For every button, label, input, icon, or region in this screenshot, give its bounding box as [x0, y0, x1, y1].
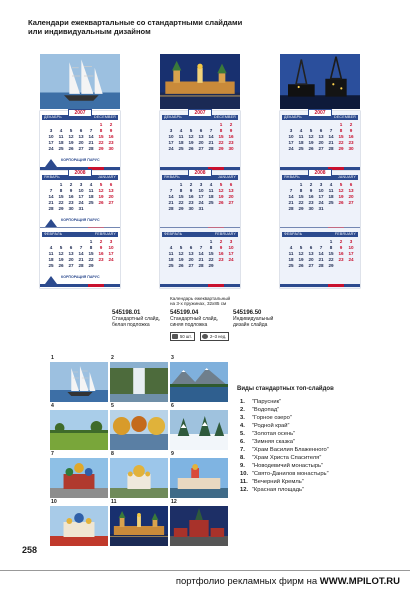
slide-number: 7 — [51, 451, 54, 457]
slide-list-item: 5. “Золотая осень” — [240, 431, 296, 437]
calendar-month-block — [40, 111, 120, 171]
year-label: 2007 — [188, 109, 212, 117]
month-days-grid: 1 2 3 4 5 6 7 8 9 10 11 12 13 14 15 16 17 18 19 20 21 22 23 24 25 26 27 28 29 30 — [288, 122, 354, 151]
month-header-bar — [162, 232, 238, 237]
month-header-bar — [282, 232, 358, 237]
slide-thumbnail-7 — [50, 458, 108, 498]
slide-list-item: 3. “Горное озеро” — [240, 415, 292, 421]
slide-thumbnail-8 — [110, 458, 168, 498]
slide-number: 3 — [171, 355, 174, 361]
month-name-en: JANUARY — [97, 175, 116, 179]
month-name-ru: ФЕВРАЛЬ — [284, 232, 303, 236]
slide-number: 2 — [111, 355, 114, 361]
month-name-en: DECEMBER — [214, 115, 236, 119]
box-icon — [172, 334, 178, 339]
quantity-badge: 50 шт. — [170, 332, 195, 341]
month-name-en: JANUARY — [217, 175, 236, 179]
calendar-month-block — [280, 171, 360, 231]
slide-list-item: 9. “Новодевичий монастырь” — [240, 463, 324, 469]
month-name-ru: ЯНВАРЬ — [284, 175, 300, 179]
slide-thumbnail-3 — [170, 362, 228, 402]
slide-thumbnail-5 — [110, 410, 168, 450]
slides-list — [240, 398, 329, 494]
calendar-top-slide — [280, 54, 360, 109]
decorative-stripe — [40, 284, 120, 287]
slide-number: 6 — [171, 403, 174, 409]
footer: портфолио рекламных фирм на WWW.MPILOT.RU — [175, 576, 400, 587]
month-days-grid: 1 2 3 4 5 6 7 8 9 10 11 12 13 14 15 16 17 18 19 20 21 22 23 24 25 26 27 28 29 30 31 — [288, 182, 354, 211]
slide-list-item: 8. “Храм Христа Спасителя” — [240, 455, 322, 461]
slide-thumbnail-2 — [110, 362, 168, 402]
month-days-grid: 1 2 3 4 5 6 7 8 9 10 11 12 13 14 15 16 17 18 19 20 21 22 23 24 25 26 27 28 29 — [288, 239, 354, 268]
slide-thumbnail-9 — [170, 458, 228, 498]
month-days-grid: 1 2 3 4 5 6 7 8 9 10 11 12 13 14 15 16 17 18 19 20 21 22 23 24 25 26 27 28 29 — [48, 239, 114, 268]
slide-list-item: 7. “Храм Василия Блаженного” — [240, 447, 329, 453]
month-name-en: DECEMBER — [94, 115, 116, 119]
slide-list-item: 1. “Парусник” — [240, 399, 282, 405]
company-logo: КОРПОРАЦИЯ ПАРУС — [44, 215, 116, 226]
company-logo: КОРПОРАЦИЯ ПАРУС — [44, 155, 116, 166]
month-name-ru: ДЕКАБРЬ — [284, 115, 302, 119]
year-label: 2007 — [308, 109, 332, 117]
page-heading: Календари ежеквартальные со стандартными слайдами или индивидуальным дизайном — [28, 18, 243, 36]
calendar-545198.01 — [40, 54, 120, 306]
clock-icon — [202, 334, 208, 339]
slide-number: 11 — [111, 499, 117, 505]
slide-thumbnail-6 — [170, 410, 228, 450]
slide-thumbnail-1 — [50, 362, 108, 402]
decorative-stripe — [280, 284, 360, 287]
month-name-ru: ДЕКАБРЬ — [164, 115, 182, 119]
slide-thumbnail-10 — [50, 506, 108, 546]
year-label: 2007 — [68, 109, 92, 117]
calendar-top-slide — [160, 54, 240, 109]
slide-thumbnail-12 — [170, 506, 228, 546]
company-logo: КОРПОРАЦИЯ ПАРУС — [44, 272, 116, 283]
month-name-ru: ФЕВРАЛЬ — [44, 232, 63, 236]
month-name-ru: ДЕКАБРЬ — [44, 115, 62, 119]
month-name-ru: ЯНВАРЬ — [44, 175, 60, 179]
slide-list-item: 2. “Водопад” — [240, 407, 280, 413]
slide-number: 10 — [51, 499, 57, 505]
footer-divider — [0, 570, 410, 571]
month-name-ru: ЯНВАРЬ — [164, 175, 180, 179]
slide-number: 9 — [171, 451, 174, 457]
month-name-ru: ФЕВРАЛЬ — [164, 232, 183, 236]
page-number: 258 — [22, 545, 38, 555]
month-days-grid: 1 2 3 4 5 6 7 8 9 10 11 12 13 14 15 16 17 18 19 20 21 22 23 24 25 26 27 28 29 30 31 — [168, 182, 234, 211]
slide-list-item: 11. “Вечерний Кремль” — [240, 479, 304, 485]
month-name-en: FEBRUARY — [214, 232, 236, 236]
slide-number: 5 — [111, 403, 114, 409]
month-name-en: FEBRUARY — [334, 232, 356, 236]
calendar-month-block — [280, 111, 360, 171]
slide-thumbnail-11 — [110, 506, 168, 546]
year-label: 2008 — [188, 169, 212, 177]
lead-time-badge: 2–3 нед. — [200, 332, 229, 341]
calendar-top-slide — [40, 54, 120, 109]
month-days-grid: 1 2 3 4 5 6 7 8 9 10 11 12 13 14 15 16 17 18 19 20 21 22 23 24 25 26 27 28 29 — [168, 239, 234, 268]
slide-list-item: 10. “Свято-Данилов монастырь” — [240, 471, 329, 477]
month-name-en: DECEMBER — [334, 115, 356, 119]
year-label: 2008 — [308, 169, 332, 177]
month-header-bar — [42, 232, 118, 237]
slide-list-item: 4. “Родной край” — [240, 423, 290, 429]
month-days-grid: 1 2 3 4 5 6 7 8 9 10 11 12 13 14 15 16 17 18 19 20 21 22 23 24 25 26 27 28 29 30 — [48, 122, 114, 151]
month-name-en: FEBRUARY — [94, 232, 116, 236]
calendar-545199.04 — [160, 54, 240, 306]
calendar-note: Календарь ежеквартальный на 3-х пружинах, 32х85 см — [170, 296, 231, 307]
product-code-block: 545198.01 Стандартный слайд, белая подложка — [112, 310, 160, 328]
calendar-month-block — [160, 111, 240, 171]
calendar-month-block — [40, 171, 120, 231]
month-name-en: JANUARY — [337, 175, 356, 179]
year-label: 2008 — [68, 169, 92, 177]
slide-thumbnail-4 — [50, 410, 108, 450]
slide-number: 12 — [171, 499, 177, 505]
slide-number: 8 — [111, 451, 114, 457]
slides-heading: Виды стандартных топ-слайдов — [237, 386, 334, 392]
slide-list-item: 12. “Красная площадь” — [240, 487, 304, 493]
calendar-545196.50 — [280, 54, 360, 306]
calendar-month-block — [160, 228, 240, 288]
product-code-block: 545199.04 Стандартный слайд, синяя подложка — [170, 310, 218, 328]
month-days-grid: 1 2 3 4 5 6 7 8 9 10 11 12 13 14 15 16 17 18 19 20 21 22 23 24 25 26 27 28 29 30 — [168, 122, 234, 151]
calendar-month-block — [280, 228, 360, 288]
month-days-grid: 1 2 3 4 5 6 7 8 9 10 11 12 13 14 15 16 17 18 19 20 21 22 23 24 25 26 27 28 29 30 31 — [48, 182, 114, 211]
slide-number: 4 — [51, 403, 54, 409]
calendar-month-block — [160, 171, 240, 231]
slide-list-item: 6. “Зимняя сказка” — [240, 439, 295, 445]
calendar-month-block — [40, 228, 120, 288]
product-code-block: 545196.50 Индивидуальный дизайн слайда — [233, 310, 274, 328]
slide-number: 1 — [51, 355, 54, 361]
decorative-stripe — [160, 284, 240, 287]
